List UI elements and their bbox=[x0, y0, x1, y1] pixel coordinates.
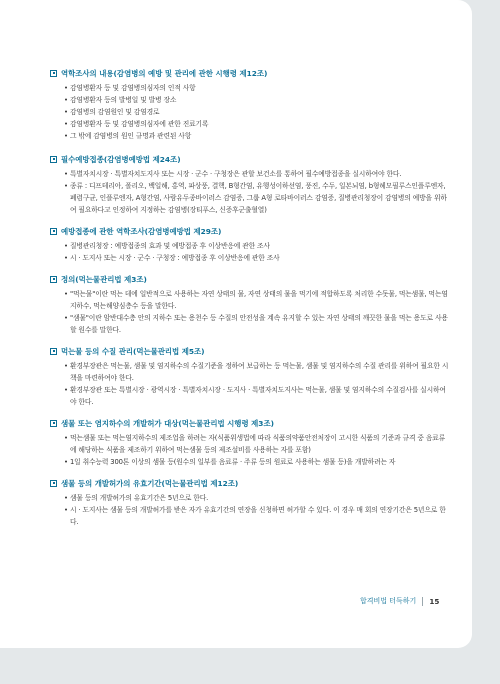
list-item: • 질병관리청장 : 예방접종의 효과 및 예방접종 후 이상반응에 관한 조사 bbox=[64, 240, 450, 252]
section-heading-row bbox=[50, 417, 450, 429]
section-definitions bbox=[50, 273, 450, 336]
section-heading-row bbox=[50, 345, 450, 357]
square-bullet-icon bbox=[50, 276, 57, 283]
section-heading-row bbox=[50, 477, 450, 489]
page-number: 15 bbox=[429, 596, 440, 606]
list-item: • 그 밖에 감염병의 원인 규명과 관련된 사항 bbox=[64, 130, 450, 142]
section-heading-row bbox=[50, 153, 450, 165]
section-mandatory-vaccination bbox=[50, 153, 450, 216]
bullet-list bbox=[50, 82, 450, 142]
section-heading-row bbox=[50, 273, 450, 285]
section-heading: 샘물 또는 염지하수의 개발허가 대상(먹는물관리법 시행령 제3조) bbox=[61, 418, 274, 428]
list-item: • 감염병환자 등 및 감염병의심자에 관한 진료기록 bbox=[64, 118, 450, 130]
list-item: • 환경부장관은 먹는물, 샘물 및 염지하수의 수질기준을 정하여 보급하는 등 먹는물, 샘물 및 염지하수의 수질 관리를 위하여 필요한 시책을 마련하여야 한다. bbox=[64, 360, 450, 384]
section-heading: 예방접종에 관한 역학조사(감염병예방법 제29조) bbox=[61, 226, 222, 236]
footer-title: 합격비법 터득하기 bbox=[360, 597, 417, 605]
list-item: • 시 · 도지사는 샘물 등의 개발허가를 받은 자가 유효기간의 연장을 신청하면 허가할 수 있다. 이 경우 매 회의 연장기간은 5년으로 한다. bbox=[64, 504, 450, 528]
bullet-list bbox=[50, 432, 450, 468]
list-item: • 감염병의 감염원인 및 감염경로 bbox=[64, 106, 450, 118]
section-heading: 먹는물 등의 수질 관리(먹는물관리법 제5조) bbox=[61, 346, 205, 356]
square-bullet-icon bbox=[50, 348, 57, 355]
section-heading: 샘물 등의 개발허가의 유효기간(먹는물관리법 제12조) bbox=[61, 478, 239, 488]
bullet-list bbox=[50, 492, 450, 528]
footer-divider bbox=[422, 597, 423, 606]
list-item: • 감염병환자 등의 발병일 및 발병 장소 bbox=[64, 94, 450, 106]
list-item: • 먹는샘물 또는 먹는염지하수의 제조업을 하려는 자(식품위생법에 따라 식품의약품안전처장이 고시한 식품의 기준과 규격 중 음료류에 해당하는 식품을 제조하기 위하여 먹는샘물 등의 제조설비를 사용하는 자를 포함) bbox=[64, 432, 450, 456]
square-bullet-icon bbox=[50, 228, 57, 235]
list-item: • 환경부장관 또는 특별시장 · 광역시장 · 특별자치시장 · 도지사 · 특별자치도지사는 먹는물, 샘물 및 염지하수의 수질검사를 실시하여야 한다. bbox=[64, 384, 450, 408]
square-bullet-icon bbox=[50, 156, 57, 163]
bullet-list bbox=[50, 288, 450, 336]
square-bullet-icon bbox=[50, 480, 57, 487]
section-vaccination-investigation bbox=[50, 225, 450, 264]
square-bullet-icon bbox=[50, 420, 57, 427]
page-content bbox=[50, 67, 450, 537]
list-item: • 종류 : 디프테리아, 폴리오, 백일해, 홍역, 파상풍, 결핵, B형간염, 유행성이하선염, 풍진, 수두, 일본뇌염, b형헤모필루스인플루엔자, 폐렴구균, 인플루엔자, A형간염, 사람유두종바이러스 감염증, 그룹 A형 로타바이러스 감염증, 질병관리청장이 감염병의 예방을 위하여 필요하다고 인정하여 지정하는 감염병(장티푸스, 신증후군출혈열) bbox=[64, 180, 450, 216]
section-permit-validity bbox=[50, 477, 450, 528]
bullet-list bbox=[50, 360, 450, 408]
bullet-list bbox=[50, 240, 450, 264]
list-item: • 특별자치시장 · 특별자치도지사 또는 시장 · 군수 · 구청장은 관할 보건소를 통하여 필수예방접종을 실시하여야 한다. bbox=[64, 168, 450, 180]
section-heading: 정의(먹는물관리법 제3조) bbox=[61, 274, 147, 284]
section-epidemiological-investigation bbox=[50, 67, 450, 142]
list-item: • 샘물 등의 개발허가의 유효기간은 5년으로 한다. bbox=[64, 492, 450, 504]
square-bullet-icon bbox=[50, 70, 57, 77]
section-heading-row bbox=[50, 225, 450, 237]
bullet-list bbox=[50, 168, 450, 216]
section-water-quality-management bbox=[50, 345, 450, 408]
section-heading: 필수예방접종(감염병예방법 제24조) bbox=[61, 154, 181, 164]
list-item: • "샘물"이란 암반대수층 안의 지하수 또는 용천수 등 수질의 안전성을 계속 유지할 수 있는 자연 상태의 깨끗한 물을 먹는 용도로 사용할 원수를 말한다. bbox=[64, 312, 450, 336]
list-item: • 감염병환자 등 및 감염병의심자의 인적 사항 bbox=[64, 82, 450, 94]
section-development-permit-targets bbox=[50, 417, 450, 468]
list-item: • 시 · 도지사 또는 시장 · 군수 · 구청장 : 예방접종 후 이상반응에 관한 조사 bbox=[64, 252, 450, 264]
list-item: • 1일 취수능력 300톤 이상의 샘물 등(원수의 일부를 음료류 · 주류 등의 원료로 사용하는 샘물 등)을 개발하려는 자 bbox=[64, 456, 450, 468]
list-item: • "먹는물"이란 먹는 데에 일반적으로 사용하는 자연 상태의 물, 자연 상태의 물을 먹기에 적합하도록 처리한 수돗물, 먹는샘물, 먹는염지하수, 먹는해양심층수 등을 말한다. bbox=[64, 288, 450, 312]
section-heading: 역학조사의 내용(감염병의 예방 및 관리에 관한 시행령 제12조) bbox=[61, 68, 268, 78]
section-heading-row bbox=[50, 67, 450, 79]
page-footer bbox=[360, 596, 439, 606]
